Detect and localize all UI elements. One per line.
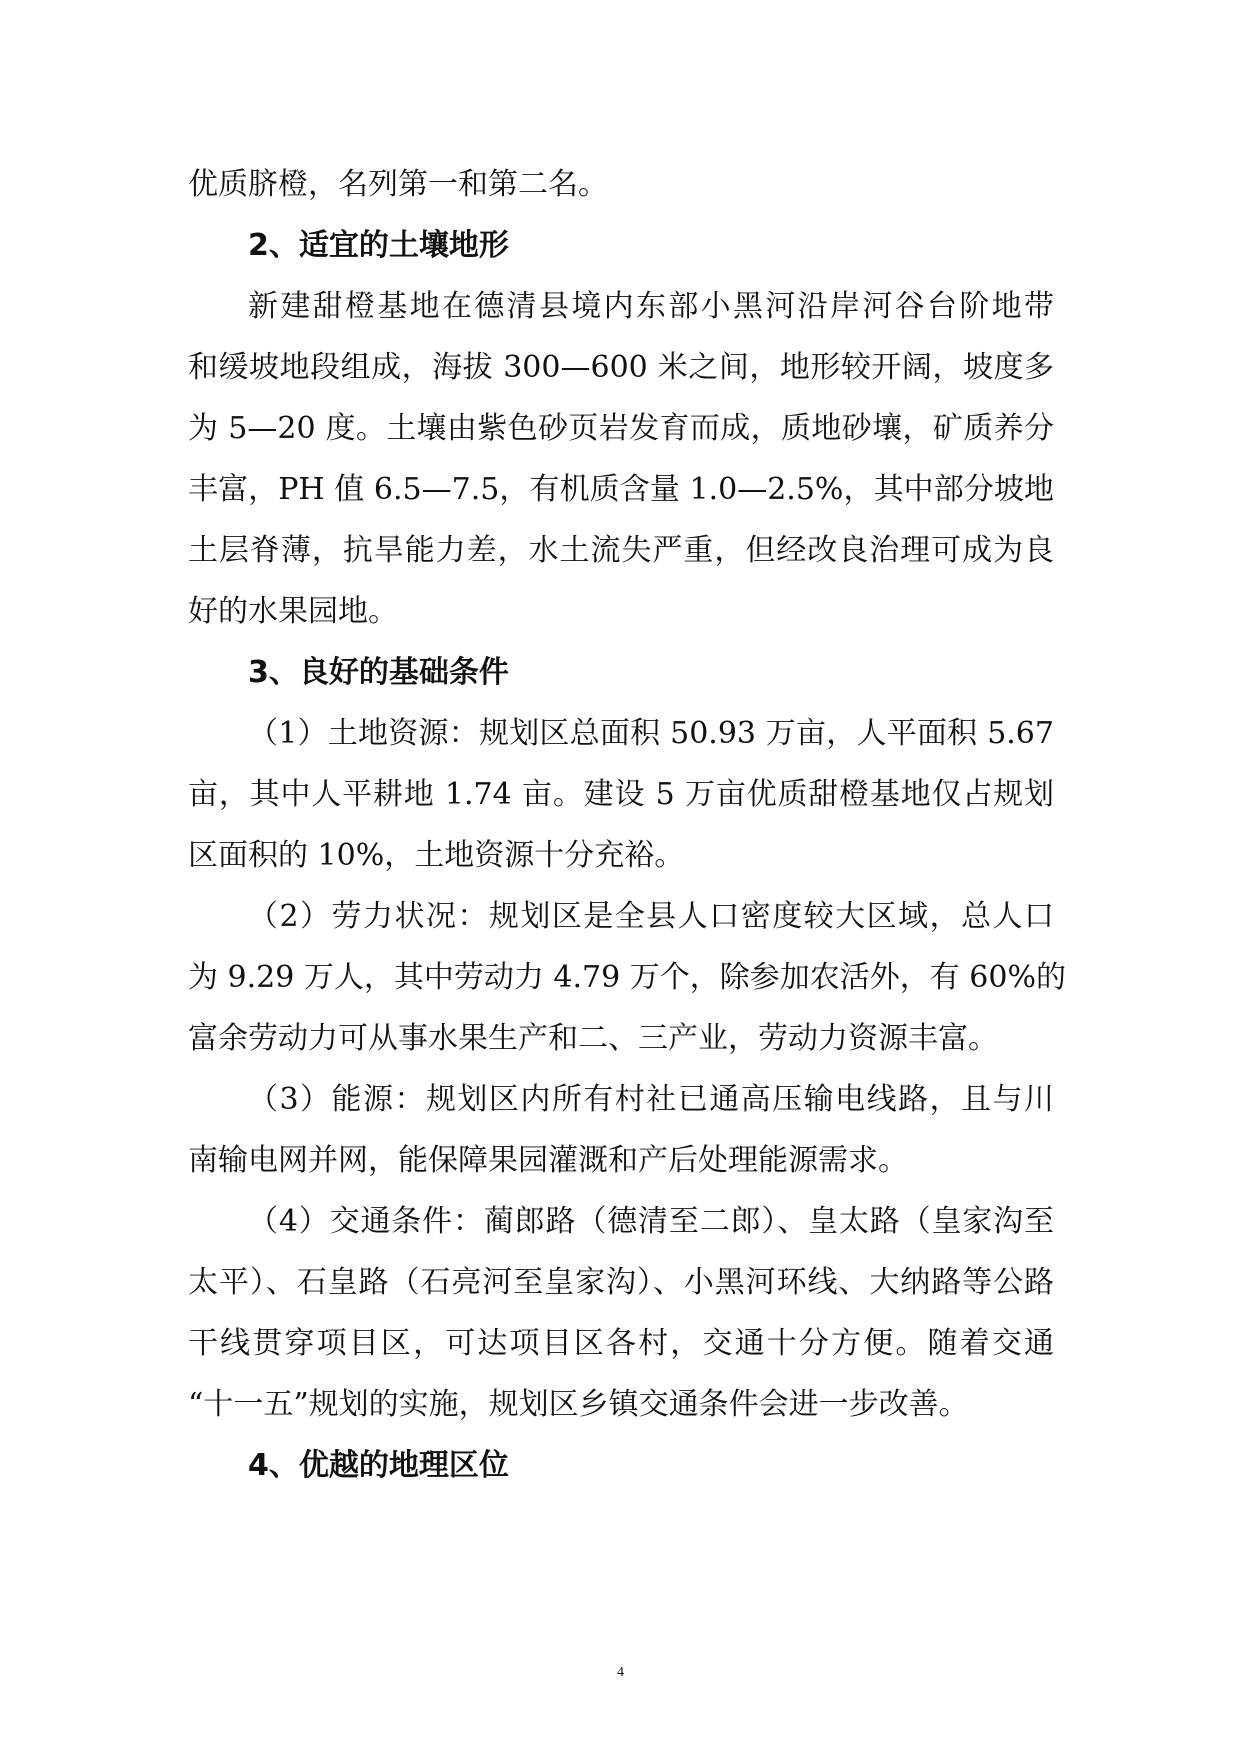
paragraph-line: 亩，其中人平耕地 1.74 亩。建设 5 万亩优质甜橙基地仅占规划 xyxy=(188,777,1054,812)
paragraph-line: 优质脐橙，名列第一和第二名。 xyxy=(188,167,608,202)
paragraph-line: 富余劳动力可从事水果生产和二、三产业，劳动力资源丰富。 xyxy=(188,1021,998,1056)
paragraph-line: 干线贯穿项目区，可达项目区各村，交通十分方便。随着交通 xyxy=(188,1326,1054,1361)
section-heading-geographic-location: 4、优越的地理区位 xyxy=(248,1448,509,1483)
paragraph-line: （3）能源：规划区内所有村社已通高压输电线路，且与川 xyxy=(248,1082,1054,1117)
paragraph-line: （4）交通条件：蔺郎路（德清至二郎）、皇太路（皇家沟至 xyxy=(248,1204,1054,1239)
paragraph-line: 太平）、石皇路（石亮河至皇家沟）、小黑河环线、大纳路等公路 xyxy=(188,1265,1054,1300)
section-heading-soil-terrain: 2、适宜的土壤地形 xyxy=(248,228,509,263)
paragraph-line: 和缓坡地段组成，海拔 300—600 米之间，地形较开阔，坡度多 xyxy=(188,350,1054,385)
paragraph-line: （1）土地资源：规划区总面积 50.93 万亩，人平面积 5.67 xyxy=(248,716,1054,751)
paragraph-line: 区面积的 10%，土地资源十分充裕。 xyxy=(188,838,685,873)
paragraph-line: 为 5—20 度。土壤由紫色砂页岩发育而成，质地砂壤，矿质养分 xyxy=(188,411,1054,446)
paragraph-line: （2）劳力状况：规划区是全县人口密度较大区域，总人口 xyxy=(248,899,1054,934)
paragraph-line: 南输电网并网，能保障果园灌溉和产后处理能源需求。 xyxy=(188,1143,908,1178)
document-body xyxy=(188,154,1066,1496)
paragraph-line: 好的水果园地。 xyxy=(188,594,398,629)
paragraph-line: 丰富，PH 值 6.5—7.5，有机质含量 1.0—2.5%，其中部分坡地 xyxy=(188,472,1054,507)
paragraph-line: 新建甜橙基地在德清县境内东部小黑河沿岸河谷台阶地带 xyxy=(248,289,1054,324)
paragraph-line: “十一五”规划的实施，规划区乡镇交通条件会进一步改善。 xyxy=(188,1387,969,1422)
section-heading-basic-conditions: 3、良好的基础条件 xyxy=(248,655,509,690)
paragraph-line: 为 9.29 万人，其中劳动力 4.79 万个，除参加农活外，有 60%的 xyxy=(188,960,1066,995)
page-number: 4 xyxy=(617,1665,624,1680)
paragraph-line: 土层脊薄，抗旱能力差，水土流失严重，但经改良治理可成为良 xyxy=(188,533,1054,568)
